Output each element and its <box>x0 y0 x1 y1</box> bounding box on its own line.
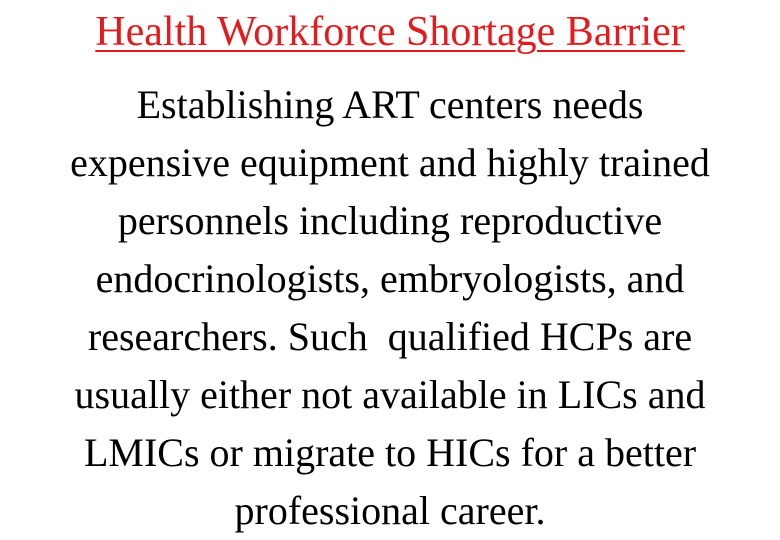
slide-title: Health Workforce Shortage Barrier <box>95 9 685 55</box>
slide-body <box>0 76 780 540</box>
body-line: Establishing ART centers needs <box>136 82 644 127</box>
body-line: personnels including reproductive <box>117 198 663 243</box>
body-line: researchers. Such qualified HCPs are <box>87 314 693 359</box>
body-line: LMICs or migrate to HICs for a better <box>83 430 697 475</box>
body-line: professional career. <box>234 488 546 533</box>
body-line: usually either not available in LICs and <box>74 372 706 417</box>
body-line: expensive equipment and highly trained <box>70 140 710 185</box>
body-line: endocrinologists, embryologists, and <box>95 256 685 301</box>
